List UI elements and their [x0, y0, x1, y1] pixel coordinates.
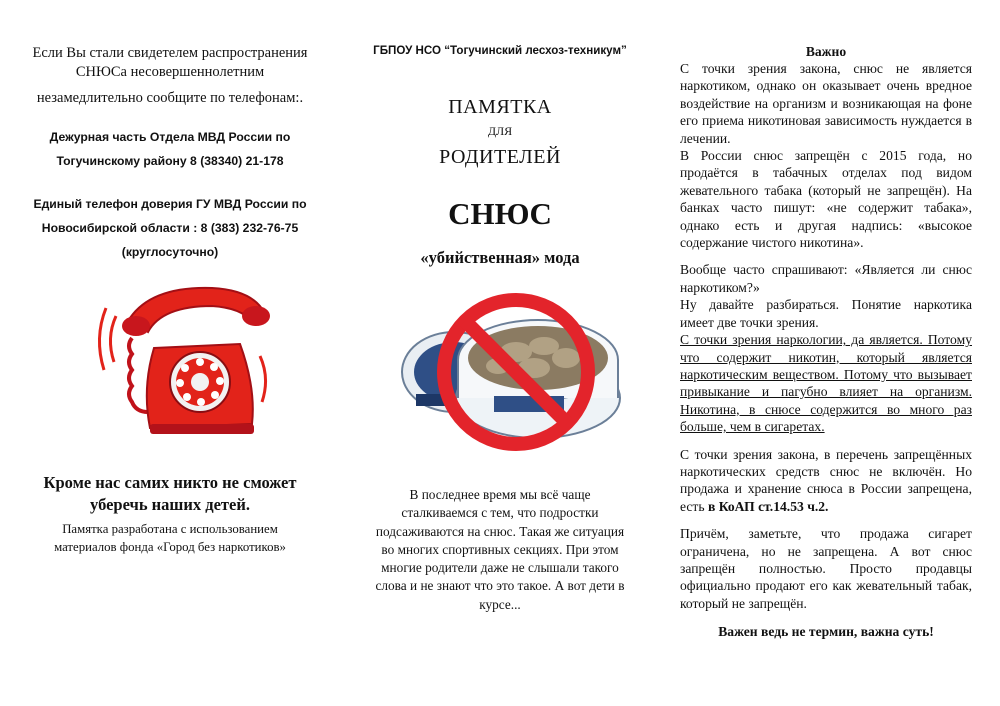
red-telephone-icon	[92, 278, 282, 440]
slogan-line-2: уберечь наших детей.	[90, 495, 250, 514]
important-heading: Важно	[805, 44, 847, 59]
title-line-1: ПАМЯТКА	[448, 96, 552, 118]
credit-line-2: материалов фонда «Город без наркотиков»	[54, 540, 286, 554]
paragraph-sales: Причём, заметьте, что продажа сигарет ограничена, но не запрещена. А вот снюс запрещён полностью. Просто продавцы официально продают его как жевательный табак, который не запрещён.	[680, 526, 972, 611]
paragraph-two-views: Ну давайте разбираться. Понятие наркотика имеет две точки зрения.	[680, 297, 972, 330]
title-line-3: РОДИТЕЛЕЙ	[439, 146, 561, 168]
duty-line-1: Дежурная часть Отдела МВД России по	[49, 130, 291, 144]
organization-name: ГБПОУ НСО “Тогучинский лесхоз-техникум”	[373, 44, 627, 57]
body-line-2: сталкиваемся с тем, что подростки	[401, 505, 599, 521]
paragraph-russia-ban: В России снюс запрещён с 2015 года, но продаётся в табачных отделах под видом жевательного табака (который не запрещён). На банках часто пишут: «не содержит табака», однако есть и другая надпись: «высокое содержание чистого никотина».	[680, 148, 972, 251]
main-title: СНЮС	[448, 196, 552, 231]
trust-line-1: Единый телефон доверия ГУ МВД России по	[33, 197, 307, 211]
snus-ban-icon	[398, 286, 626, 458]
body-line-6: слова и не знают что это такое. А вот дети в	[375, 578, 625, 594]
paragraph-question: Вообще часто спрашивают: «Является ли снюс наркотиком?»	[680, 262, 972, 295]
right-panel	[660, 0, 1000, 706]
body-line-1: В последнее время мы всё чаще	[409, 487, 591, 502]
trust-line-3: (круглосуточно)	[121, 245, 219, 259]
body-line-3: подсаживаются на снюс. Такая же ситуация	[375, 523, 625, 539]
paragraph-legal-view: С точки зрения закона, в перечень запрещённых наркотических средств снюс не включён. Но продажа и хранение снюса в России запрещена, есть в КоАП ст.14.53 ч.2.	[680, 446, 972, 514]
intro-line-1: Если Вы стали свидетелем распространения	[32, 45, 308, 61]
closing-line: Важен ведь не термин, важна суть!	[718, 624, 934, 640]
koap-reference: в КоАП ст.14.53 ч.2.	[707, 498, 829, 514]
paragraph-narcology: С точки зрения наркологии, да является. Потому что содержит никотин, который является наркотическим веществом. Потому что вызывает привыкание и пагубно влияет на организм. Никотина, в снюсе содержится во много раз больше, чем в сигаретах.	[680, 332, 972, 435]
body-line-4: во многих спортивных секциях. При этом	[381, 541, 619, 557]
title-line-2: ДЛЯ	[487, 124, 513, 138]
paragraph-law: С точки зрения закона, снюс не является наркотиком, однако он оказывает очень вредное воздействие на организм и возникающая на фоне его приема никотиновая зависимость нуждается в лечении.	[680, 61, 972, 146]
credit-line-1: Памятка разработана с использованием	[62, 522, 278, 536]
subtitle: «убийственная» мода	[420, 248, 580, 267]
left-panel	[0, 0, 340, 706]
trust-line-2: Новосибирской области : 8 (383) 232-76-75	[41, 221, 299, 235]
duty-line-2: Тогучинскому району 8 (38340) 21-178	[56, 154, 284, 168]
intro-line-2: СНЮСа несовершеннолетним	[75, 64, 265, 80]
body-line-5: многие родители даже не слышали такого	[381, 560, 619, 576]
body-line-7: курсе...	[479, 596, 521, 612]
slogan-line-1: Кроме нас самих никто не сможет	[43, 473, 297, 492]
intro-line-3: незамедлительно сообщите по телефонам:.	[36, 90, 304, 106]
middle-panel	[340, 0, 660, 706]
